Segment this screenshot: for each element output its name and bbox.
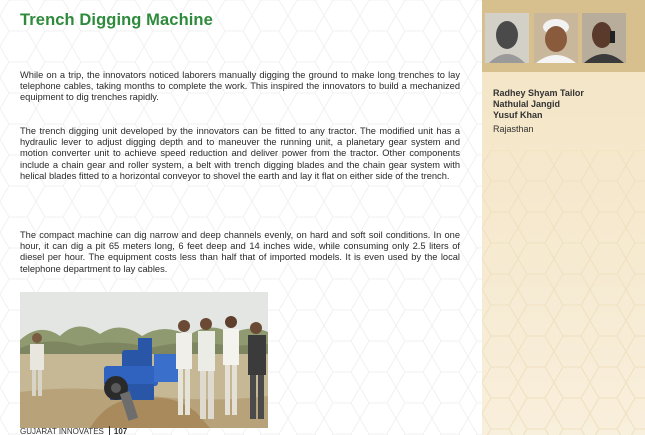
- page-footer: [20, 426, 127, 435]
- footer-divider: [109, 426, 110, 435]
- innovator-portrait-1: [485, 13, 529, 63]
- innovator-state: Rajasthan: [493, 124, 534, 134]
- sidebar-hex-pattern: [482, 150, 645, 435]
- innovator-portrait-3: [582, 13, 626, 63]
- article-paragraph-1: While on a trip, the innovators noticed laborers manually digging the ground to make long trenches to lay telephone cables, taking months to complete the work. This inspired the innovators to build a mechanized equipment to dig trenches rapidly.: [20, 70, 460, 103]
- trench-machine-illustration: [20, 292, 268, 428]
- article-title: Trench Digging Machine: [20, 11, 213, 29]
- innovator-name-3: Yusuf Khan: [493, 110, 543, 120]
- trench-machine-photo: [20, 292, 268, 428]
- innovator-name-2: Nathulal Jangid: [493, 99, 561, 109]
- article-paragraph-2: The trench digging unit developed by the innovators can be fitted to any tractor. The modified unit has a hydraulic lever to adjust digging depth and to maneuver the running unit, a planetary gear system and motion converter unit to achieve speed reduction and deliver power from the tractor. Other components include a chain gear and roller system, a belt with trench digging blades and the chain gear system with helical blades fitted to a horizontal conveyor to shovel the earth and lay it flat on either side of the trench.: [20, 126, 460, 181]
- innovator-names: [493, 88, 584, 121]
- portrait-strip: [482, 0, 645, 72]
- innovator-portrait-2: [534, 13, 578, 63]
- footer-page-number: 107: [113, 427, 128, 435]
- article-paragraph-3: The compact machine can dig narrow and deep channels evenly, on hard and soft soil conditions. In one hour, it can dig a pit 65 meters long, 6 feet deep and 14 inches wide, while consuming only 2.5 liters of diesel per hour. The equipment costs less than half that of imported models. It is even used by the local telephone department to lay cables.: [20, 230, 460, 274]
- innovator-name-1: Radhey Shyam Tailor: [493, 88, 584, 98]
- innovator-sidebar: [482, 0, 645, 435]
- footer-publication: GUJARAT INNOVATES: [20, 427, 104, 435]
